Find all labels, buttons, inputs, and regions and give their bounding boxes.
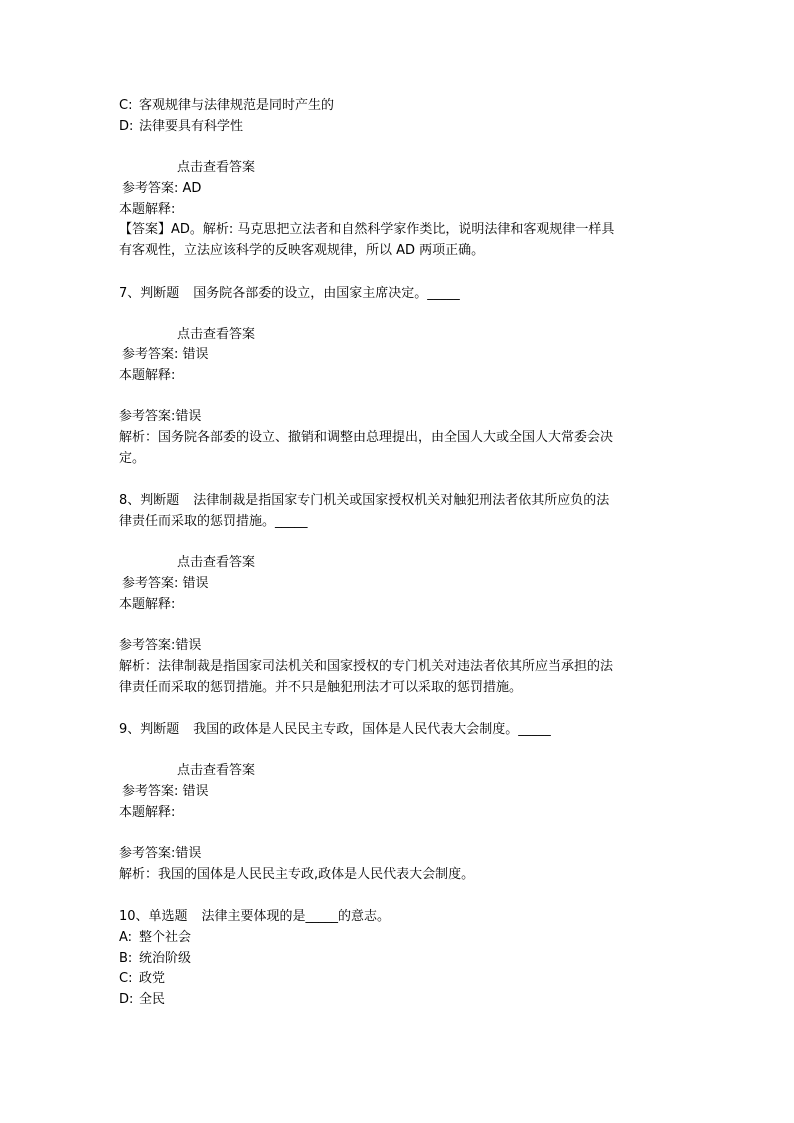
question-stem: 法律制裁是指国家专门机关或国家授权机关对触犯刑法者依其所应负的法 (193, 493, 610, 508)
option-text: 统治阶级 (139, 951, 192, 966)
view-answer-link-q6[interactable]: 点击查看答案 (177, 160, 256, 175)
question-q7 (119, 284, 679, 304)
ref-answer-q7: 参考答案: 错误 (122, 347, 209, 362)
question-q8 (119, 491, 679, 511)
analysis-line-q7: 解析：国务院各部委的设立、撤销和调整由总理提出，由全国人大或全国人大常委会决 (119, 430, 614, 445)
explanation-line-q6: 【答案】AD。解析: 马克思把立法者和自然科学家作类比，说明法律和客观规律一样具 (119, 222, 615, 237)
option-letter: D: (119, 992, 134, 1007)
option-letter: C: (119, 98, 133, 113)
option-letter: D: (119, 119, 134, 134)
explanation-label-q6: 本题解释: (119, 202, 176, 217)
question-number: 8、判断题 (119, 493, 180, 508)
view-answer-link-q7[interactable]: 点击查看答案 (177, 327, 256, 342)
ref-answer-detail-q9: 参考答案:错误 (119, 846, 202, 861)
view-answer-link-q9[interactable]: 点击查看答案 (177, 763, 256, 778)
ref-answer-q9: 参考答案: 错误 (122, 784, 209, 799)
option-text: 政党 (139, 971, 166, 986)
explanation-line-q6: 有客观性，立法应该科学的反映客观规律，所以 AD 两项正确。 (119, 243, 485, 258)
explanation-label-q8: 本题解释: (119, 597, 176, 612)
ref-answer-detail-q8: 参考答案:错误 (119, 638, 202, 653)
question-stem: 国务院各部委的设立，由国家主席决定。_____ (193, 286, 460, 301)
question-q10 (119, 907, 679, 927)
option-letter: C: (119, 971, 133, 986)
option-letter: A: (119, 930, 133, 945)
option-c (119, 96, 679, 116)
option-c-q10 (119, 969, 679, 989)
view-answer-link-q8[interactable]: 点击查看答案 (177, 555, 256, 570)
option-text: 整个社会 (139, 930, 192, 945)
question-number: 9、判断题 (119, 722, 180, 737)
ref-answer-q6: 参考答案: AD (122, 181, 202, 196)
option-d (119, 117, 679, 137)
option-b-q10 (119, 949, 679, 969)
question-q9 (119, 720, 679, 740)
question-number: 7、判断题 (119, 286, 180, 301)
question-number: 10、单选题 (119, 909, 188, 924)
ref-answer-detail-q7: 参考答案:错误 (119, 409, 202, 424)
question-stem: 法律主要体现的是_____的意志。 (201, 909, 391, 924)
analysis-line-q8: 律责任而采取的惩罚措施。并不只是触犯刑法才可以采取的惩罚措施。 (119, 680, 523, 695)
option-text: 全民 (139, 992, 166, 1007)
explanation-label-q9: 本题解释: (119, 805, 176, 820)
analysis-line-q8: 解析：法律制裁是指国家司法机关和国家授权的专门机关对违法者依其所应当承担的法 (119, 659, 614, 674)
option-text: 客观规律与法律规范是同时产生的 (139, 98, 335, 113)
analysis-line-q7: 定。 (119, 451, 146, 466)
analysis-line-q9: 解析：我国的国体是人民民主专政,政体是人民代表大会制度。 (119, 867, 475, 882)
option-text: 法律要具有科学性 (139, 119, 244, 134)
option-letter: B: (119, 951, 133, 966)
question-stem: 我国的政体是人民民主专政，国体是人民代表大会制度。_____ (193, 722, 551, 737)
question-stem-line-q8: 律责任而采取的惩罚措施。_____ (119, 514, 308, 529)
option-a-q10 (119, 928, 679, 948)
ref-answer-q8: 参考答案: 错误 (122, 576, 209, 591)
explanation-label-q7: 本题解释: (119, 368, 176, 383)
option-d-q10 (119, 990, 679, 1010)
